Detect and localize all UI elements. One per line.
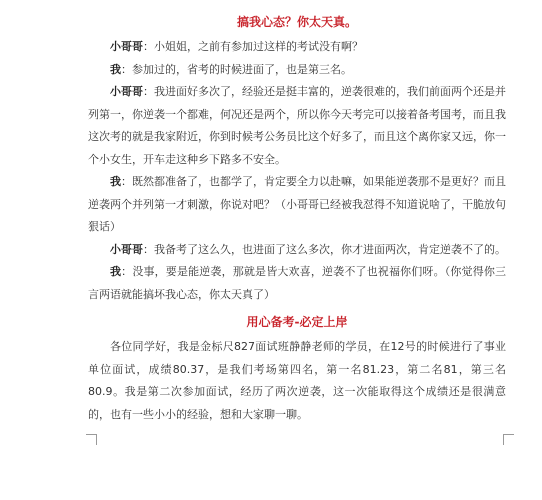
section-title: 用心备考-必定上岸	[246, 315, 348, 329]
dialogue-text: ：我备考了这么久，也进面了这么多次，你才进面两次，肯定逆袭不了的。	[143, 242, 506, 256]
page-corner-mark-left	[86, 434, 97, 445]
document-content	[88, 12, 506, 426]
dialogue-paragraph	[88, 36, 506, 59]
dialogue-paragraph	[88, 59, 506, 82]
section-title: 搞我心态？你太天真。	[236, 15, 357, 29]
dialogue-paragraph	[88, 81, 506, 171]
speaker-label: 小哥哥	[110, 85, 143, 98]
speaker-label: 我	[110, 265, 122, 278]
speaker-label: 小哥哥	[110, 40, 143, 53]
speaker-label: 小哥哥	[110, 242, 143, 256]
dialogue-paragraph	[88, 171, 506, 239]
dialogue-text: ：我进面好多次了，经验还是挺丰富的，逆袭很难的，我们前面两个还是并列第一，你逆袭一个都难，何况还是两个，所以你今天考完可以接着备考国考，而且我这次考的就是我家附近，你到时候考公务员比这个好多了，而且这个离你家又远，你一个小女生，开车走这种乡下路多不安全。	[88, 85, 506, 166]
dialogue-paragraph	[88, 239, 506, 262]
dialogue-text: ：参加过的，省考的时候进面了，也是第三名。	[121, 62, 352, 76]
body-paragraph: 各位同学好，我是金标尺827面试班静静老师的学员，在12号的时候进行了事业单位面试，成绩80.37，是我们考场第四名，第一名81.23，第二名81，第三名80.9。我是第二次参加面试，经历了两次逆袭，这一次能取得这个成绩还是很满意的，也有一些小小的经验，想和大家聊一聊。	[88, 340, 506, 421]
page-corner-mark-right	[503, 434, 514, 445]
speaker-label: 我	[110, 62, 121, 76]
dialogue-text: ：没事，要是能逆袭，那就是皆大欢喜，逆袭不了也祝福你们呀。（你觉得你三言两语就能搞坏我心态，你太天真了）	[88, 265, 507, 301]
dialogue-text: ：既然都准备了，也都学了，肯定要全力以赴嘛，如果能逆袭那不是更好？而且逆袭两个并列第一才刺激，你说对吧？（小哥哥已经被我怼得不知道说啥了，干脆放句狠话）	[88, 175, 506, 233]
dialogue-paragraph	[88, 261, 506, 306]
dialogue-text: ：小姐姐，之前有参加过这样的考试没有啊？	[143, 40, 363, 53]
speaker-label: 我	[110, 175, 121, 188]
